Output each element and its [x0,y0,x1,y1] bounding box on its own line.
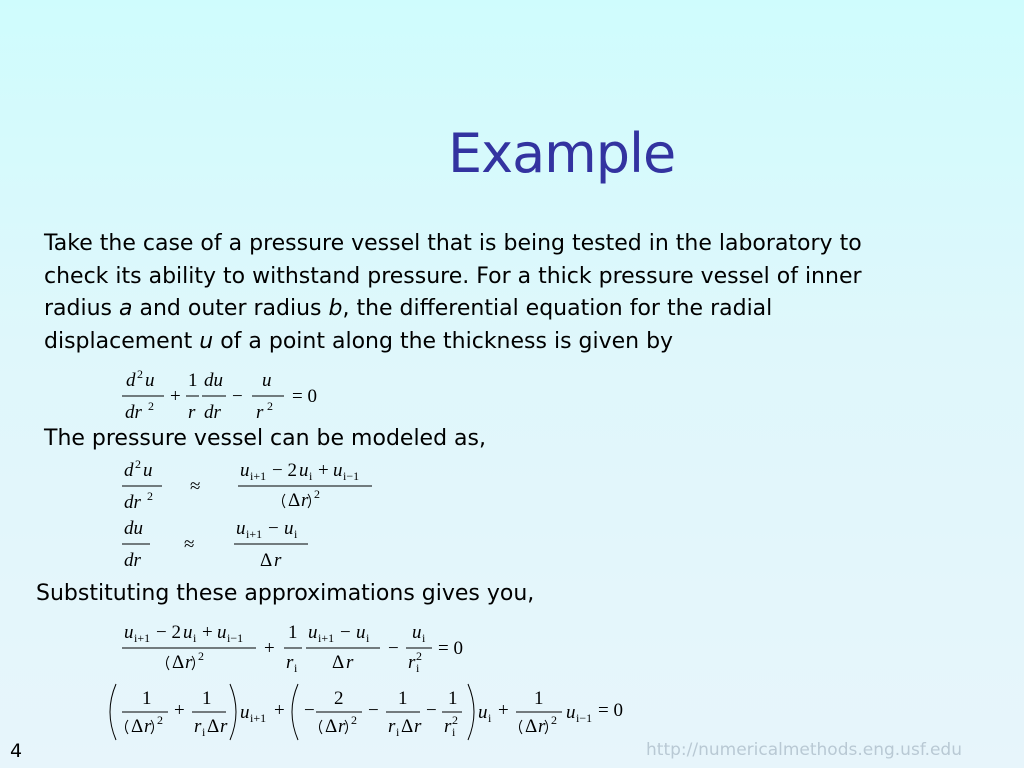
svg-text:u: u [240,702,250,723]
svg-text:u: u [308,622,318,643]
svg-text:r: r [538,716,546,737]
substituted-equation [118,616,498,686]
svg-text:Δ: Δ [172,652,185,673]
first-derivative-approx [118,514,338,578]
svg-text:i: i [294,527,298,541]
svg-text:du: du [124,518,143,539]
svg-text:Δ: Δ [401,716,414,737]
footer-url[interactable]: http://numericalmethods.eng.usf.edu [646,740,962,760]
svg-text:+: + [498,700,509,721]
svg-text:u: u [143,460,153,481]
svg-text:−: − [232,386,243,407]
svg-text:r: r [194,716,202,737]
svg-text:u: u [412,622,422,643]
svg-text:2: 2 [137,367,143,381]
svg-text:2: 2 [314,487,320,501]
svg-text:i: i [488,711,492,725]
svg-text:−: − [340,622,351,643]
svg-text:i: i [294,661,298,675]
svg-text:r: r [144,716,152,737]
svg-text:u: u [299,460,309,481]
svg-text:u: u [124,622,134,643]
slide-number: 4 [10,740,23,762]
svg-text:r: r [256,402,264,423]
svg-text:Δ: Δ [260,550,273,571]
svg-text:u: u [478,702,488,723]
svg-text:2: 2 [452,713,458,727]
svg-text:+: + [174,700,185,721]
svg-text:u: u [262,370,272,391]
svg-text:Δ: Δ [131,716,144,737]
svg-text:r: r [444,716,452,737]
svg-text:i: i [422,631,426,645]
svg-text:r: r [388,716,396,737]
svg-text:r: r [338,716,346,737]
svg-text:1: 1 [142,688,152,709]
svg-text:r: r [185,652,193,673]
svg-text:r: r [301,490,309,511]
svg-text:r: r [188,402,196,423]
svg-text:2: 2 [351,713,357,727]
svg-text:1: 1 [188,370,198,391]
svg-text:dr: dr [124,492,141,513]
svg-text:r: r [220,716,228,737]
svg-text:r: r [408,652,416,673]
svg-text:Δ: Δ [325,716,338,737]
svg-text:i−1: i−1 [227,631,244,645]
svg-text:dr: dr [125,402,142,423]
svg-text:≈: ≈ [184,534,195,555]
svg-text:−: − [368,700,379,721]
svg-text:= 0: = 0 [598,700,623,721]
svg-text:i: i [193,631,197,645]
svg-text:Δ: Δ [525,716,538,737]
svg-text:+: + [264,638,275,659]
svg-text:2: 2 [148,399,154,413]
svg-text:u: u [356,622,366,643]
svg-text:u: u [183,622,193,643]
svg-text:Δ: Δ [288,490,301,511]
svg-text:+: + [170,386,181,407]
rearranged-equation [104,680,644,750]
svg-text:= 0: = 0 [438,638,463,659]
svg-text:−: − [268,518,279,539]
svg-text:1: 1 [448,688,458,709]
svg-text:u: u [145,370,155,391]
svg-text:u: u [236,518,246,539]
svg-text:2: 2 [551,713,557,727]
svg-text:2: 2 [147,489,153,503]
svg-text:1: 1 [534,688,544,709]
statement-line-2: check its ability to withstand pressure. For a thick pressure vessel of inner [44,263,862,289]
svg-text:= 0: = 0 [292,386,317,407]
svg-text:+: + [274,700,285,721]
statement-line-4: displacement u of a point along the thickness is given by [44,328,674,354]
svg-text:2: 2 [267,399,273,413]
svg-text:+: + [318,460,329,481]
svg-text:r: r [274,550,282,571]
slide-title: Example [448,122,676,185]
svg-text:u: u [566,702,576,723]
svg-text:2: 2 [198,649,204,663]
svg-text:i: i [396,725,400,739]
substituting-text: Substituting these approximations gives you, [36,581,535,606]
svg-text:dr: dr [124,550,141,571]
modeled-text: The pressure vessel can be modeled as, [44,426,486,451]
svg-text:i+1: i+1 [250,469,267,483]
svg-text:i−1: i−1 [343,469,360,483]
svg-text:i−1: i−1 [576,711,593,725]
second-derivative-approx [118,456,398,520]
svg-text:i+1: i+1 [134,631,151,645]
svg-text:d: d [124,460,134,481]
svg-text:dr: dr [204,402,221,423]
statement-line-1: Take the case of a pressure vessel that is being tested in the laboratory to [44,231,862,256]
svg-text:i: i [366,631,370,645]
svg-text:i: i [202,725,206,739]
svg-text:r: r [414,716,422,737]
svg-text:1: 1 [288,622,298,643]
svg-text:u: u [240,460,250,481]
svg-text:d: d [126,370,136,391]
svg-text:−: − [388,638,399,659]
svg-text:1: 1 [398,688,408,709]
svg-text:−: − [304,700,315,721]
svg-text:−: − [426,700,437,721]
svg-text:− 2: − 2 [156,622,181,643]
svg-text:≈: ≈ [190,476,201,497]
problem-statement [44,228,944,358]
svg-text:i+1: i+1 [250,711,267,725]
svg-text:i: i [452,725,456,739]
svg-text:i+1: i+1 [246,527,263,541]
svg-text:i: i [416,661,420,675]
svg-text:1: 1 [202,688,212,709]
svg-text:2: 2 [157,713,163,727]
svg-text:Δ: Δ [207,716,220,737]
svg-text:− 2: − 2 [272,460,297,481]
svg-text:2: 2 [334,688,344,709]
svg-text:du: du [204,370,223,391]
svg-text:Δ: Δ [332,652,345,673]
svg-text:+: + [202,622,213,643]
svg-text:r: r [286,652,294,673]
statement-line-3: radius a and outer radius b, the differential equation for the radial [44,296,773,321]
governing-equation [118,364,348,432]
svg-text:u: u [284,518,294,539]
svg-text:i+1: i+1 [318,631,335,645]
svg-text:u: u [217,622,227,643]
svg-text:2: 2 [135,457,141,471]
svg-text:u: u [333,460,343,481]
svg-text:i: i [309,469,313,483]
svg-text:r: r [346,652,354,673]
svg-text:2: 2 [416,649,422,663]
